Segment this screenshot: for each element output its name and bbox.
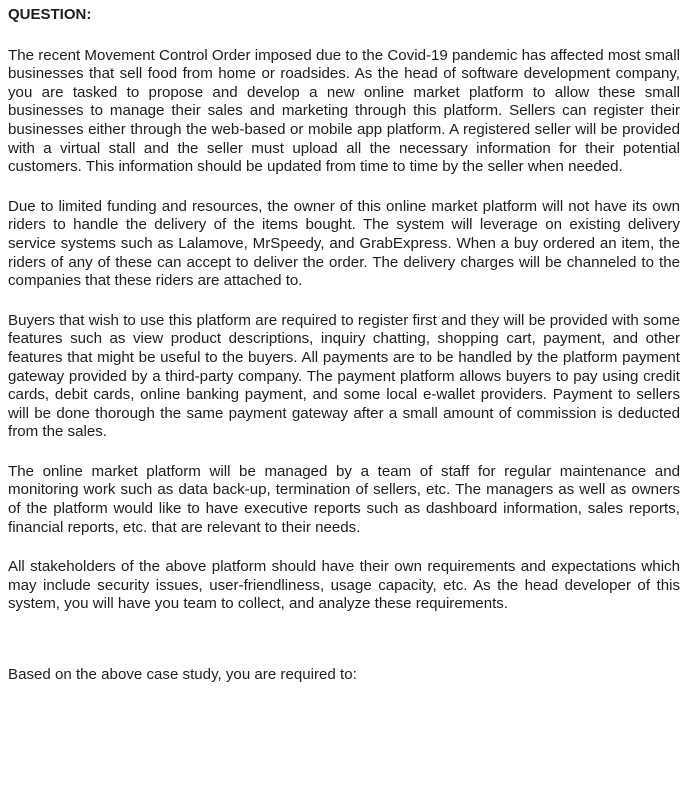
closing-instruction: Based on the above case study, you are required to: bbox=[8, 666, 357, 684]
paragraph-delivery: Due to limited funding and resources, the owner of this online market platform will not have its own riders to handle the delivery of the items bought. The system will leverage on existing delivery service systems such as Lalamove, MrSpeedy, and GrabExpress. When a buy ordered an item, the riders of any of these can accept to deliver the order. The delivery charges will be channeled to the companies that these riders are attached to. bbox=[8, 197, 680, 290]
question-heading: QUESTION: bbox=[8, 6, 92, 23]
paragraph-buyers-payment: Buyers that wish to use this platform are required to register first and they will be provided with some features such as view product descriptions, inquiry chatting, shopping cart, payment, and other features that might be useful to the buyers. All payments are to be handled by the platform payment gateway provided by a third-party company. The payment platform allows buyers to pay using credit cards, debit cards, online banking payment, and some local e-wallet providers. Payment to sellers will be done thorough the same payment gateway after a small amount of commission is deducted from the sales. bbox=[8, 311, 680, 441]
paragraph-stakeholders: All stakeholders of the above platform should have their own requirements and expectations which may include security issues, user-friendliness, usage capacity, etc. As the head developer of this system, you will have you team to collect, and analyze these requirements. bbox=[8, 558, 680, 613]
paragraph-mco-background: The recent Movement Control Order imposed due to the Covid-19 pandemic has affected most small businesses that sell food from home or roadsides. As the head of software development company, you are tasked to propose and develop a new online market platform to allow these small businesses to manage their sales and marketing through this platform. Sellers can register their businesses either through the web-based or mobile app platform. A registered seller will be provided with a virtual stall and the seller must upload all the necessary information for their potential customers. This information should be updated from time to time by the seller when needed. bbox=[8, 46, 680, 176]
paragraph-management: The online market platform will be managed by a team of staff for regular maintenance and monitoring work such as data back-up, termination of sellers, etc. The managers as well as owners of the platform would like to have executive reports such as dashboard information, sales reports, financial reports, etc. that are relevant to their needs. bbox=[8, 462, 680, 536]
document-body bbox=[8, 6, 680, 685]
